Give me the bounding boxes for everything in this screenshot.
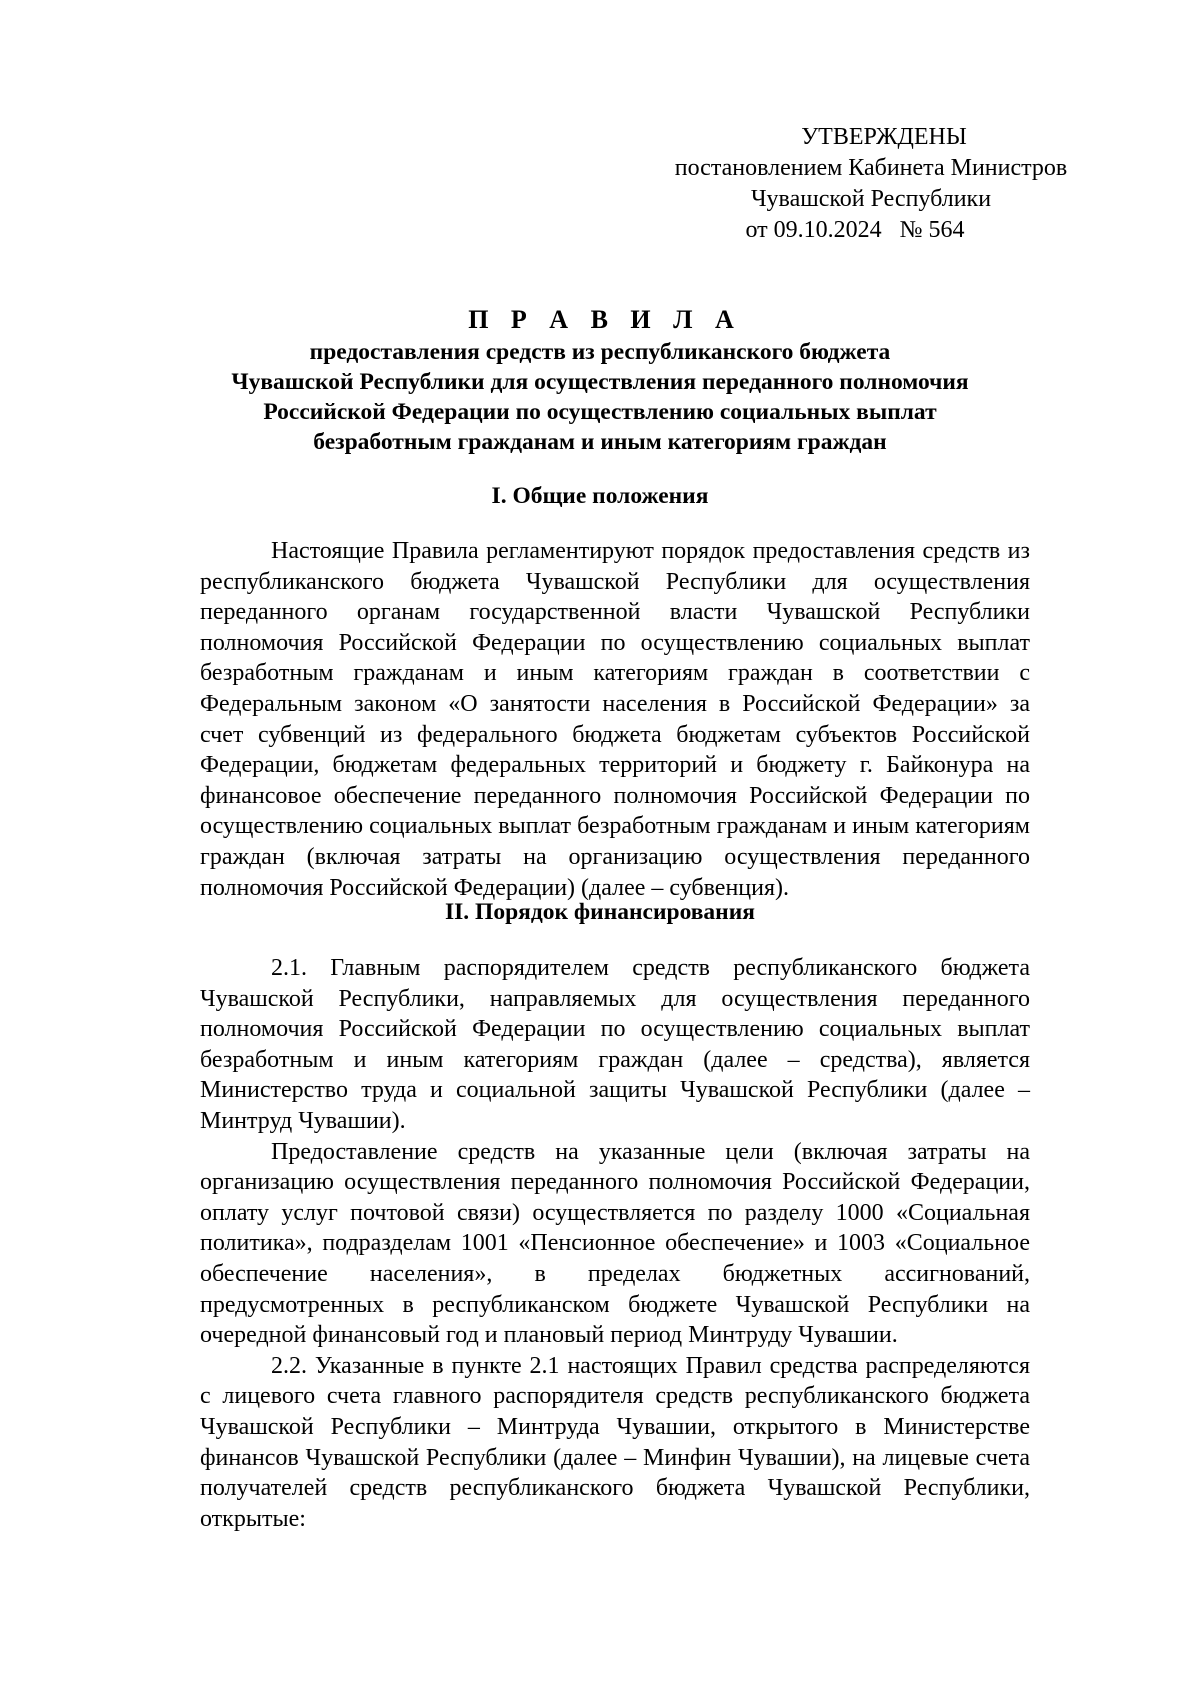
approval-republic: Чувашской Республики — [750, 186, 992, 212]
document-subtitle — [150, 337, 1050, 457]
paragraph-2-1: 2.1. Главным распорядителем средств республиканского бюджета Чувашской Республики, направляемых для осуществления переданного полномочия Российской Федерации по осуществлению социальных выплат безработным и иным категориям граждан (далее – средства), является Министерство труда и социальной защиты Чувашской Республики (далее – Минтруд Чувашии). — [200, 955, 1030, 1134]
subtitle-line: Российской Федерации по осуществлению социальных выплат — [263, 399, 937, 425]
section-1-paragraph: Настоящие Правила регламентируют порядок предоставления средств из республиканского бюджета Чувашской Республики для осуществления переданного органам государственной власти Чувашской Республики полномочия Российской Федерации по осуществлению социальных выплат безработным гражданам и иным категориям граждан в соответствии с Федеральным законом «О занятости населения в Российской Федерации» за счет субвенций из федерального бюджета бюджетам субъектов Российской Федерации, бюджетам федеральных территорий и бюджету г. Байконура на финансовое обеспечение переданного полномочия Российской Федерации по осуществлению социальных выплат безработным гражданам и иным категориям граждан (включая затраты на организацию осуществления переданного полномочия Российской Федерации) (далее – субвенция). — [200, 538, 1030, 901]
document-title: П Р А В И Л А — [468, 305, 742, 334]
subtitle-line: предоставления средств из республиканского бюджета — [309, 339, 891, 365]
subtitle-line: безработным гражданам и иным категориям граждан — [313, 429, 887, 455]
section-1-heading: I. Общие положения — [491, 483, 709, 509]
subtitle-line: Чувашской Республики для осуществления переданного полномочия — [231, 369, 969, 395]
document-title-block — [150, 303, 1050, 457]
paragraph-2-1-funding: Предоставление средств на указанные цели (включая затраты на организацию осуществления переданного полномочия Российской Федерации, оплату услуг почтовой связи) осуществляется по разделу 1000 «Социальная политика», подразделам 1001 «Пенсионное обеспечение» и 1003 «Социальное обеспечение населения», в пределах бюджетных ассигнований, предусмотренных в республиканском бюджете Чувашской Республики на очередной финансовый год и плановый период Минтруду Чувашии. — [200, 1138, 1030, 1349]
section-1-body — [200, 536, 1030, 903]
approval-issuer: постановлением Кабинета Министров — [674, 155, 1068, 181]
approval-title: УТВЕРЖДЕНЫ — [801, 124, 967, 150]
paragraph-2-2: 2.2. Указанные в пункте 2.1 настоящих Правил средства распределяются с лицевого счета главного распорядителя средств республиканского бюджета Чувашской Республики – Минтруда Чувашии, открытого в Министерстве финансов Чувашской Республики (далее – Минфин Чувашии), на лицевые счета получателей средств республиканского бюджета Чувашской Республики, открытые: — [200, 1352, 1030, 1532]
approval-date-number: от 09.10.2024 № 564 — [745, 217, 965, 243]
section-2-heading: II. Порядок финансирования — [445, 899, 755, 925]
section-2-body — [200, 953, 1030, 1534]
approval-stamp-block — [600, 122, 1160, 246]
